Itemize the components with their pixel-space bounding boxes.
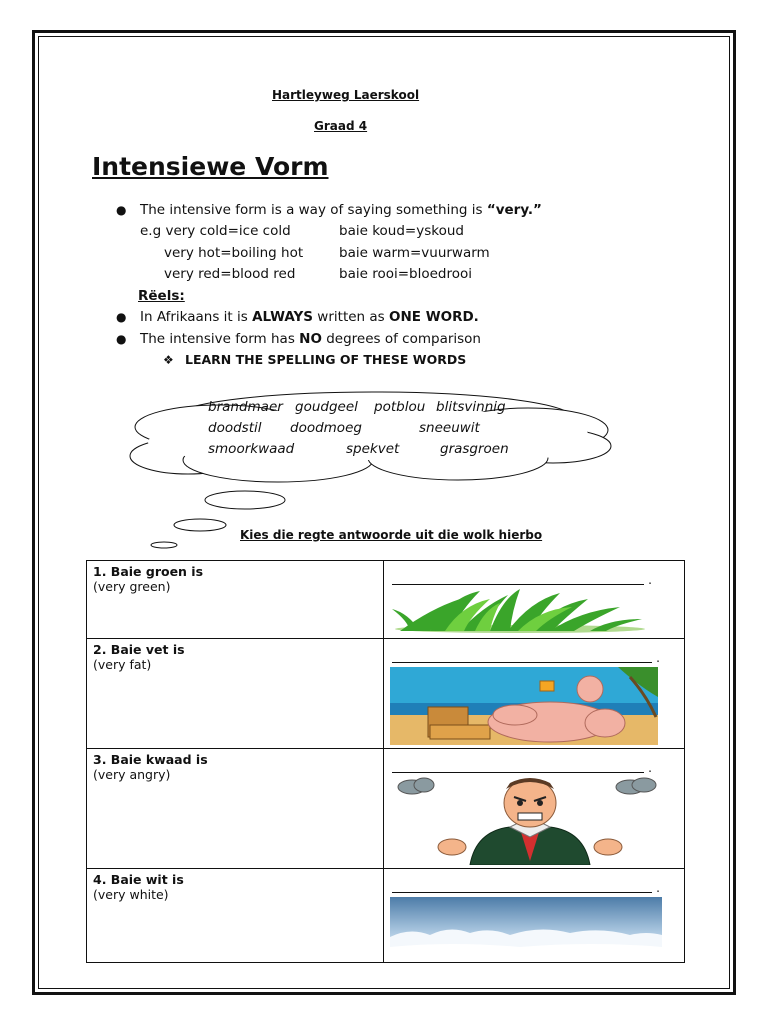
question-english: (very green) bbox=[93, 579, 171, 594]
angry-man-image bbox=[390, 777, 665, 865]
rules-heading: Rëels: bbox=[138, 288, 185, 304]
rule-1-text: In Afrikaans it is bbox=[140, 309, 253, 325]
rule-2-bold: NO bbox=[299, 331, 322, 347]
table-row bbox=[87, 561, 685, 639]
answer-cell bbox=[384, 639, 685, 749]
cloud-word: brandmaer bbox=[208, 399, 283, 415]
cloud-word: doodstil bbox=[208, 420, 262, 436]
rule-2 bbox=[140, 330, 481, 348]
cloud-word: spekvet bbox=[346, 441, 400, 457]
question-prompt: 2. Baie vet is bbox=[93, 642, 185, 657]
question-english: (very fat) bbox=[93, 657, 152, 672]
example-afrikaans-1: baie koud=yskoud bbox=[339, 223, 464, 239]
question-english: (very angry) bbox=[93, 767, 171, 782]
intro-bullet bbox=[140, 201, 542, 219]
table-row bbox=[87, 749, 685, 869]
cloud-word: potblou bbox=[374, 399, 426, 415]
intro-text: The intensive form is a way of saying something is bbox=[140, 202, 487, 218]
question-english: (very white) bbox=[93, 887, 169, 902]
page-title: Intensiewe Vorm bbox=[92, 152, 329, 181]
question-prompt: 4. Baie wit is bbox=[93, 872, 184, 887]
cloud-word: sneeuwit bbox=[419, 420, 480, 436]
answer-cell bbox=[384, 561, 685, 639]
cloud-word: blitsvinnig bbox=[436, 399, 506, 415]
example-english-3: very red=blood red bbox=[164, 266, 296, 282]
question-prompt: 3. Baie kwaad is bbox=[93, 752, 208, 767]
example-english-1: e.g very cold=ice cold bbox=[140, 223, 291, 239]
thought-cloud bbox=[128, 372, 618, 552]
school-name: Hartleyweg Laerskool bbox=[272, 88, 420, 102]
question-cell bbox=[87, 639, 384, 749]
question-cell bbox=[87, 749, 384, 869]
answer-cell bbox=[384, 869, 685, 963]
example-afrikaans-2: baie warm=vuurwarm bbox=[339, 245, 490, 261]
answer-line[interactable]: . bbox=[392, 758, 644, 773]
diamond-bullet-icon: ❖ bbox=[163, 353, 174, 367]
answer-line[interactable]: . bbox=[392, 648, 652, 663]
cloud-word: goudgeel bbox=[295, 399, 358, 415]
grass-image bbox=[390, 589, 650, 635]
snow-image bbox=[390, 897, 662, 959]
example-english-2: very hot=boiling hot bbox=[164, 245, 304, 261]
rule-2-text: The intensive form has bbox=[140, 331, 300, 347]
rule-1-bold: ALWAYS bbox=[252, 309, 314, 325]
cloud-word: smoorkwaad bbox=[208, 441, 295, 457]
rule-1-bold-2: ONE WORD. bbox=[389, 309, 479, 325]
fat-man-image bbox=[390, 667, 658, 745]
answer-line[interactable]: . bbox=[392, 570, 644, 585]
bullet-icon: ● bbox=[116, 310, 127, 324]
question-prompt: 1. Baie groen is bbox=[93, 564, 204, 579]
question-cell bbox=[87, 561, 384, 639]
exercise-instruction: Kies die regte antwoorde uit die wolk hierbo bbox=[240, 528, 543, 542]
rule-1-mid: written as bbox=[313, 309, 389, 325]
learn-instruction: LEARN THE SPELLING OF THESE WORDS bbox=[185, 352, 467, 367]
rule-1 bbox=[140, 308, 479, 326]
cloud-word: grasgroen bbox=[440, 441, 509, 457]
question-cell bbox=[87, 869, 384, 963]
bullet-icon: ● bbox=[116, 332, 127, 346]
intro-bold: “very.” bbox=[486, 202, 542, 218]
table-row bbox=[87, 869, 685, 963]
answer-line[interactable]: . bbox=[392, 878, 652, 893]
example-afrikaans-3: baie rooi=bloedrooi bbox=[339, 266, 473, 282]
answer-cell bbox=[384, 749, 685, 869]
cloud-word: doodmoeg bbox=[290, 420, 362, 436]
table-row bbox=[87, 639, 685, 749]
rule-2-post: degrees of comparison bbox=[321, 331, 481, 347]
grade-label: Graad 4 bbox=[314, 119, 368, 133]
question-table bbox=[86, 560, 685, 963]
bullet-icon: ● bbox=[116, 203, 127, 217]
